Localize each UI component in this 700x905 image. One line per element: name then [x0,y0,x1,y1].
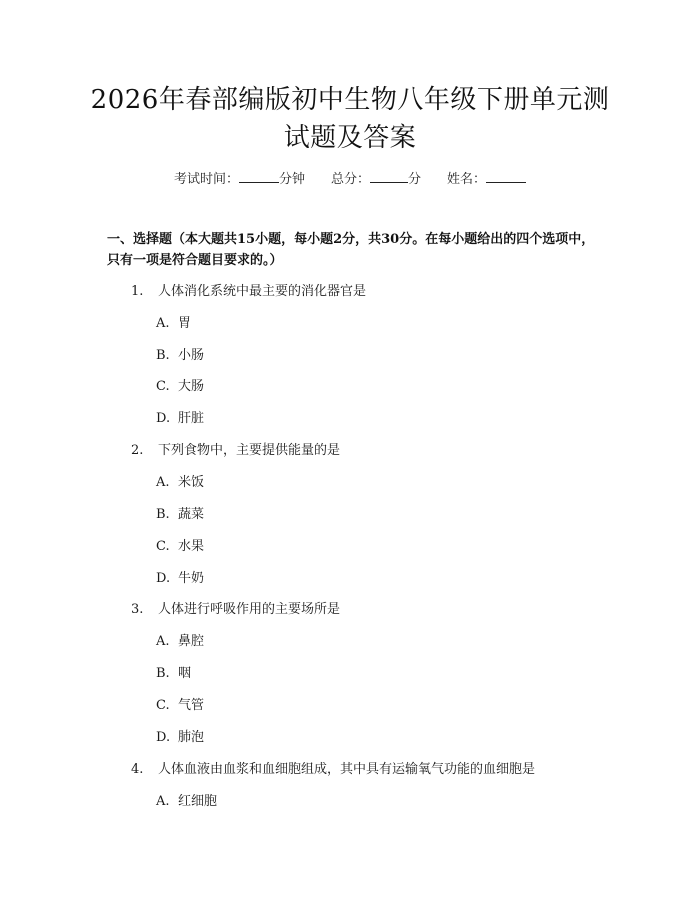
question-3 [131,600,340,620]
question-1 [131,282,366,302]
option-text: 小肠 [178,348,205,363]
score-blank [370,168,408,183]
option-letter: A. [156,794,170,809]
option-2a [156,473,204,493]
option-letter: B. [156,666,170,681]
option-2b [156,505,204,525]
option-letter: A. [156,316,170,331]
option-letter: A. [156,475,170,490]
question-2 [131,441,340,461]
option-letter: D. [156,730,171,745]
option-letter: B. [156,348,170,363]
exam-meta-line [0,168,700,190]
option-letter: B. [156,507,170,522]
document-title-line-1: 2026年春部编版初中生物八年级下册单元测 [90,85,610,115]
option-3d [156,728,204,748]
question-text: 人体血液由血浆和血细胞组成，其中具有运输氧气功能的血细胞是 [158,762,536,777]
option-text: 胃 [178,316,192,331]
time-unit: 分钟 [278,172,305,187]
name-label: 姓名： [447,172,487,187]
option-1c [156,377,204,397]
option-4a [156,792,217,812]
document-title-line-2: 试题及答案 [283,123,417,153]
option-1a [156,314,191,334]
option-text: 牛奶 [178,571,205,586]
option-letter: C. [156,539,170,554]
option-2d [156,569,204,589]
question-text: 下列食物中，主要提供能量的是 [158,443,341,458]
option-letter: C. [156,379,170,394]
option-letter: D. [156,411,171,426]
option-letter: A. [156,634,170,649]
option-text: 红细胞 [178,794,218,809]
option-text: 水果 [178,539,205,554]
question-number: 3. [131,602,144,617]
option-1d [156,409,204,429]
name-blank [486,168,526,183]
option-text: 肝脏 [178,411,205,426]
section-heading-multiple-choice: 一、选择题（本大题共15小题，每小题2分，共30分。在每小题给出的四个选项中，只有一项是符合题目要求的。） [107,232,595,268]
time-blank [239,168,279,183]
option-text: 气管 [178,698,205,713]
option-text: 肺泡 [178,730,205,745]
question-number: 4. [131,762,144,777]
option-text: 米饭 [178,475,205,490]
option-letter: C. [156,698,170,713]
option-2c [156,537,204,557]
question-text: 人体消化系统中最主要的消化器官是 [158,284,367,299]
score-unit: 分 [408,172,422,187]
score-label: 总分： [330,172,370,187]
option-text: 鼻腔 [178,634,205,649]
option-text: 蔬菜 [178,507,205,522]
question-text: 人体进行呼吸作用的主要场所是 [158,602,341,617]
option-letter: D. [156,571,171,586]
question-number: 2. [131,443,144,458]
option-3c [156,696,204,716]
option-1b [156,346,204,366]
option-text: 大肠 [178,379,205,394]
time-label: 考试时间： [173,172,239,187]
option-3a [156,632,204,652]
question-number: 1. [131,284,144,299]
option-3b [156,664,191,684]
question-4 [131,760,535,780]
option-text: 咽 [178,666,192,681]
